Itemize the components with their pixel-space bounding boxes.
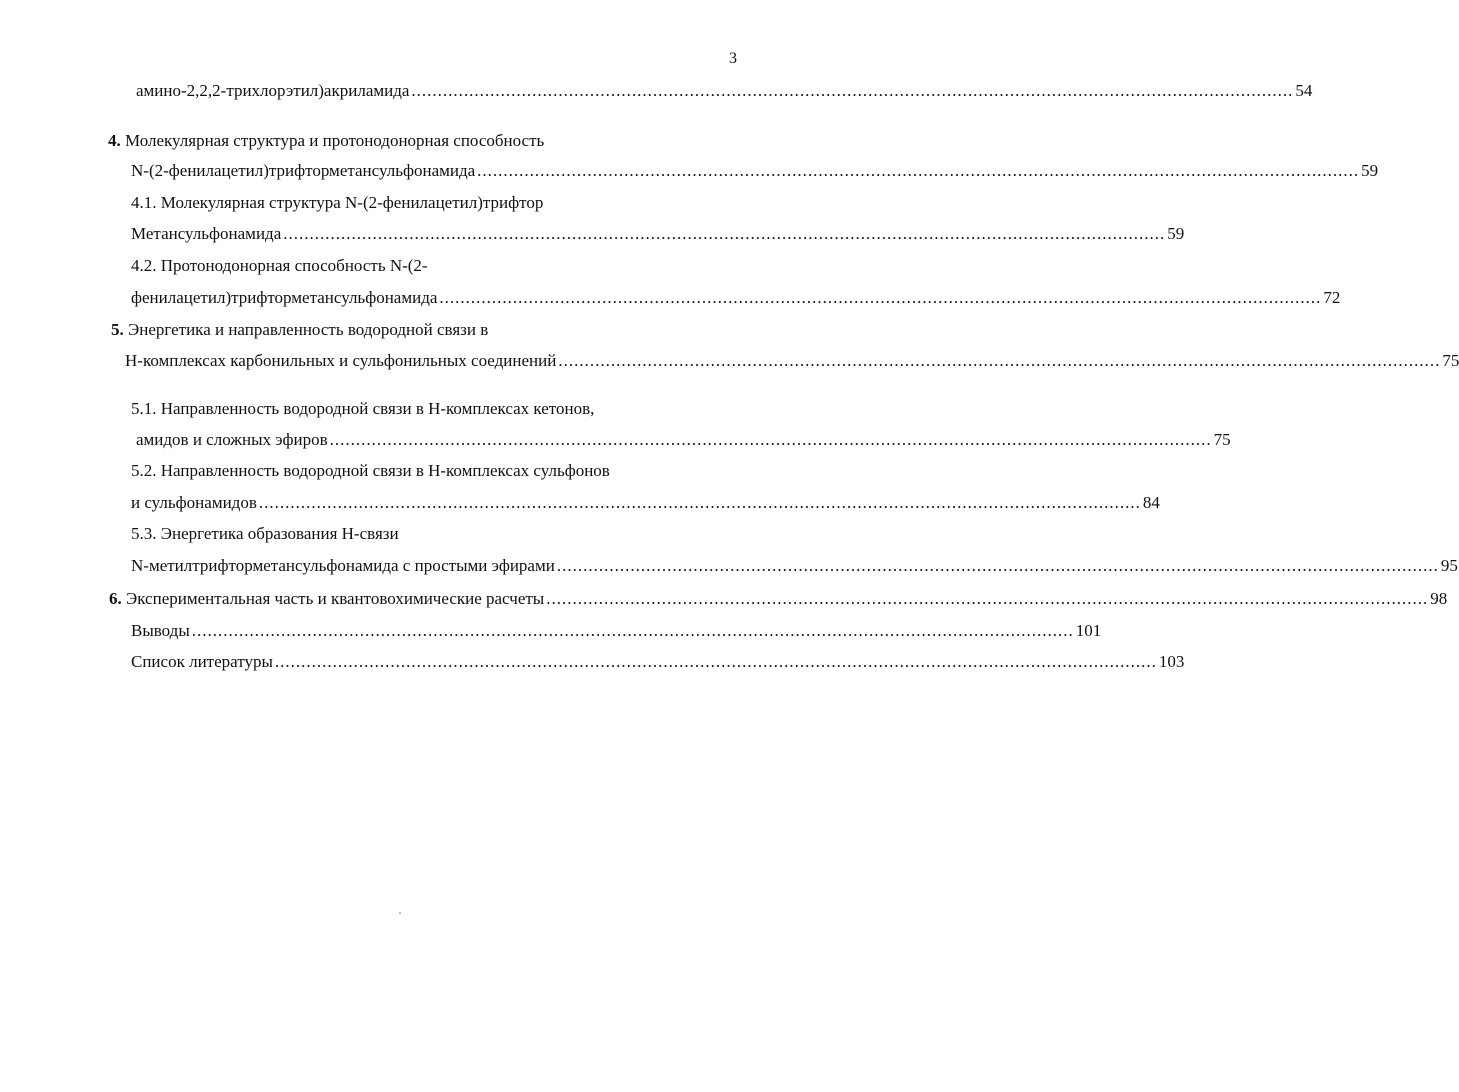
dot-leader: ........................................................................................................................................................................ <box>274 652 1157 671</box>
toc-subsection-5-1-line <box>136 430 1231 450</box>
toc-subsection-5-3-line <box>131 556 1458 576</box>
section-number: 6. <box>109 589 122 608</box>
dot-leader: ........................................................................................................................................................................ <box>546 589 1429 608</box>
entry-page: 59 <box>1167 224 1185 243</box>
section-number: 4. <box>108 131 121 150</box>
toc-subsection-4-2-title: 4.2. Протонодонорная способность N-(2- <box>131 256 428 275</box>
toc-subsection-5-3-title: 5.3. Энергетика образования Н-связи <box>131 524 399 543</box>
entry-text: и сульфонамидов <box>131 493 257 512</box>
dot-leader: ........................................................................................................................................................................ <box>258 493 1141 512</box>
entry-text: Выводы <box>131 621 190 640</box>
toc-subsection-5-2-line <box>131 493 1160 513</box>
toc-section-5-title <box>111 320 488 340</box>
toc-references-line <box>131 652 1185 672</box>
dot-leader: ........................................................................................................................................................................ <box>439 288 1322 307</box>
toc-subsection-5-1-title: 5.1. Направленность водородной связи в Н-комплексах кетонов, <box>131 399 595 418</box>
section-title: Молекулярная структура и протонодонорная способность <box>120 131 545 150</box>
toc-section-4-title <box>108 131 544 151</box>
dot-leader: ........................................................................................................................................................................ <box>556 556 1439 575</box>
entry-text: амино-2,2,2-трихлорэтил)акриламида <box>136 81 410 100</box>
dot-leader: ........................................................................................................................................................................ <box>558 351 1441 370</box>
toc-subsection-4-1-title: 4.1. Молекулярная структура N-(2-фенилацетил)трифтор <box>131 193 544 212</box>
section-title: Энергетика и направленность водородной связи в <box>123 320 489 339</box>
section-number: 5. <box>111 320 124 339</box>
entry-page: 59 <box>1361 161 1379 180</box>
toc-subsection-5-2-title: 5.2. Направленность водородной связи в Н-комплексах сульфонов <box>131 461 610 480</box>
dot-leader: ........................................................................................................................................................................ <box>329 430 1212 449</box>
entry-page: 75 <box>1213 430 1231 449</box>
entry-page: 75 <box>1442 351 1459 370</box>
entry-text: N-(2-фенилацетил)трифторметансульфонамида <box>131 161 476 180</box>
entry-text: N-метилтрифторметансульфонамида с простыми эфирами <box>131 556 555 575</box>
dot-leader: ........................................................................................................................................................................ <box>411 81 1294 100</box>
toc-section-5-line <box>125 351 1459 371</box>
dot-leader: ........................................................................................................................................................................ <box>477 161 1360 180</box>
toc-subsection-4-1-line <box>131 224 1185 244</box>
entry-text <box>109 589 544 609</box>
entry-text: Н-комплексах карбонильных и сульфонильных соединений <box>125 351 557 370</box>
scan-speck <box>399 912 401 914</box>
entry-page: 103 <box>1158 652 1185 671</box>
entry-page: 54 <box>1295 81 1313 100</box>
entry-page: 98 <box>1430 589 1448 608</box>
dot-leader: ........................................................................................................................................................................ <box>283 224 1166 243</box>
entry-page: 72 <box>1323 288 1341 307</box>
toc-entry-acrylamide-continuation <box>136 81 1313 101</box>
entry-text: Список литературы <box>131 652 273 671</box>
entry-text: Метансульфонамида <box>131 224 282 243</box>
section-title: Экспериментальная часть и квантовохимические расчеты <box>121 589 545 608</box>
page-number: 3 <box>729 50 737 67</box>
entry-page: 101 <box>1075 621 1102 640</box>
entry-text: фенилацетил)трифторметансульфонамида <box>131 288 438 307</box>
toc-section-6-line <box>109 589 1448 609</box>
entry-text: амидов и сложных эфиров <box>136 430 328 449</box>
toc-conclusions-line <box>131 621 1102 641</box>
entry-page: 95 <box>1440 556 1458 575</box>
dot-leader: ........................................................................................................................................................................ <box>191 621 1074 640</box>
toc-subsection-4-2-line <box>131 288 1341 308</box>
toc-section-4-line <box>131 161 1379 181</box>
entry-page: 84 <box>1142 493 1160 512</box>
